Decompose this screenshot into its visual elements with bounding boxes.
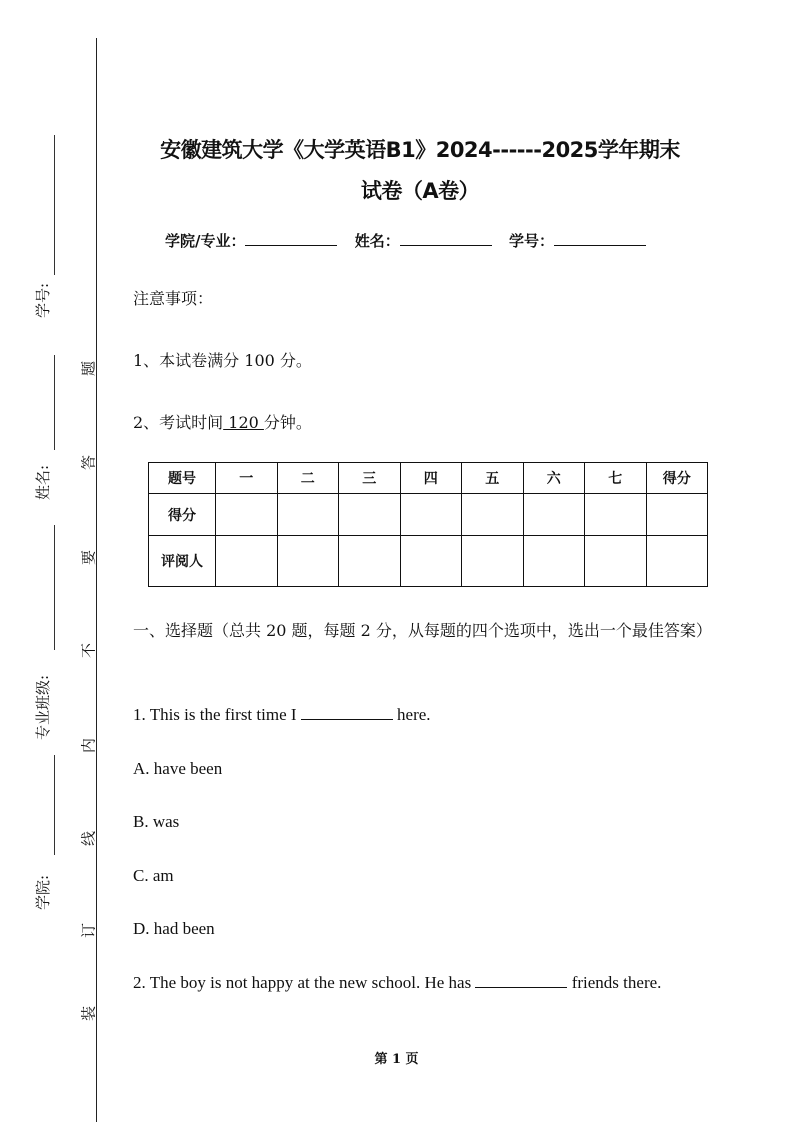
name-label: 姓名： <box>354 232 400 250</box>
notice-item-2-prefix: 2、考试时间 <box>133 413 224 432</box>
college-blank <box>245 231 337 246</box>
question-1 <box>133 705 431 725</box>
table-cell <box>585 536 647 587</box>
exam-title-line1: 安徽建筑大学《大学英语B1》2024------2025学年期末 <box>160 138 680 162</box>
table-cell <box>646 494 708 536</box>
question-1-blank <box>301 705 393 720</box>
name-blank <box>400 231 492 246</box>
name-blank-line <box>54 355 55 450</box>
question-2-prefix: 2. The boy is not happy at the new school. He has <box>133 973 476 992</box>
seal-char: 要 <box>79 550 98 566</box>
seal-char: 答 <box>79 455 98 471</box>
college-label: 学院/专业： <box>165 232 246 250</box>
seal-char: 内 <box>79 738 98 754</box>
table-cell: 三 <box>339 463 401 494</box>
table-cell <box>523 494 585 536</box>
seal-char: 线 <box>79 831 98 847</box>
notice-item-1: 1、本试卷满分 100 分。 <box>133 351 312 370</box>
section-1-instructions: 一、选择题（总共 20 题，每题 2 分，从每题的四个选项中，选出一个最佳答案） <box>133 621 712 640</box>
table-cell: 得分 <box>149 494 216 536</box>
question-1-option-a: A. have been <box>133 759 223 778</box>
table-cell: 二 <box>277 463 339 494</box>
question-2-blank <box>475 973 567 988</box>
table-cell <box>277 536 339 587</box>
table-cell <box>523 536 585 587</box>
score-table-reviewer-row <box>149 536 708 587</box>
question-1-option-b: B. was <box>133 812 180 831</box>
student-id-blank-line <box>54 135 55 275</box>
page-number: 第 1 页 <box>374 1052 419 1067</box>
table-cell: 评阅人 <box>149 536 216 587</box>
table-cell: 六 <box>523 463 585 494</box>
seal-char: 不 <box>79 643 98 659</box>
notice-item-2-suffix: 分钟。 <box>263 413 312 432</box>
exam-title-line2: 试卷（A卷） <box>360 179 480 203</box>
table-cell <box>339 494 401 536</box>
table-cell <box>216 494 278 536</box>
question-2 <box>133 973 661 993</box>
question-1-option-c: C. am <box>133 866 174 885</box>
seal-char: 订 <box>79 923 98 939</box>
id-blank <box>554 231 646 246</box>
notice-item-2 <box>133 410 312 433</box>
table-cell <box>339 536 401 587</box>
score-table <box>148 462 708 587</box>
notice-heading: 注意事项： <box>133 289 214 308</box>
id-label: 学号： <box>508 232 554 250</box>
question-1-option-d: D. had been <box>133 919 215 938</box>
table-cell <box>462 536 524 587</box>
table-cell: 一 <box>216 463 278 494</box>
binding-line <box>96 38 97 1122</box>
table-cell: 题号 <box>149 463 216 494</box>
question-1-suffix: here. <box>392 705 431 724</box>
seal-char: 装 <box>79 1006 98 1022</box>
score-table-score-row <box>149 494 708 536</box>
class-blank-line <box>54 525 55 650</box>
table-cell <box>462 494 524 536</box>
table-cell <box>400 536 462 587</box>
table-cell <box>216 536 278 587</box>
table-cell: 得分 <box>646 463 708 494</box>
table-cell <box>585 494 647 536</box>
table-cell <box>277 494 339 536</box>
table-cell: 五 <box>462 463 524 494</box>
exam-duration: 120 <box>223 413 264 432</box>
college-blank-line <box>54 755 55 855</box>
seal-char: 题 <box>79 361 98 377</box>
question-1-prefix: 1. This is the first time I <box>133 705 301 724</box>
table-cell <box>646 536 708 587</box>
table-cell <box>400 494 462 536</box>
question-2-suffix: friends there. <box>567 973 662 992</box>
score-table-header-row <box>149 463 708 494</box>
student-info-fields <box>165 230 658 251</box>
table-cell: 七 <box>585 463 647 494</box>
table-cell: 四 <box>400 463 462 494</box>
